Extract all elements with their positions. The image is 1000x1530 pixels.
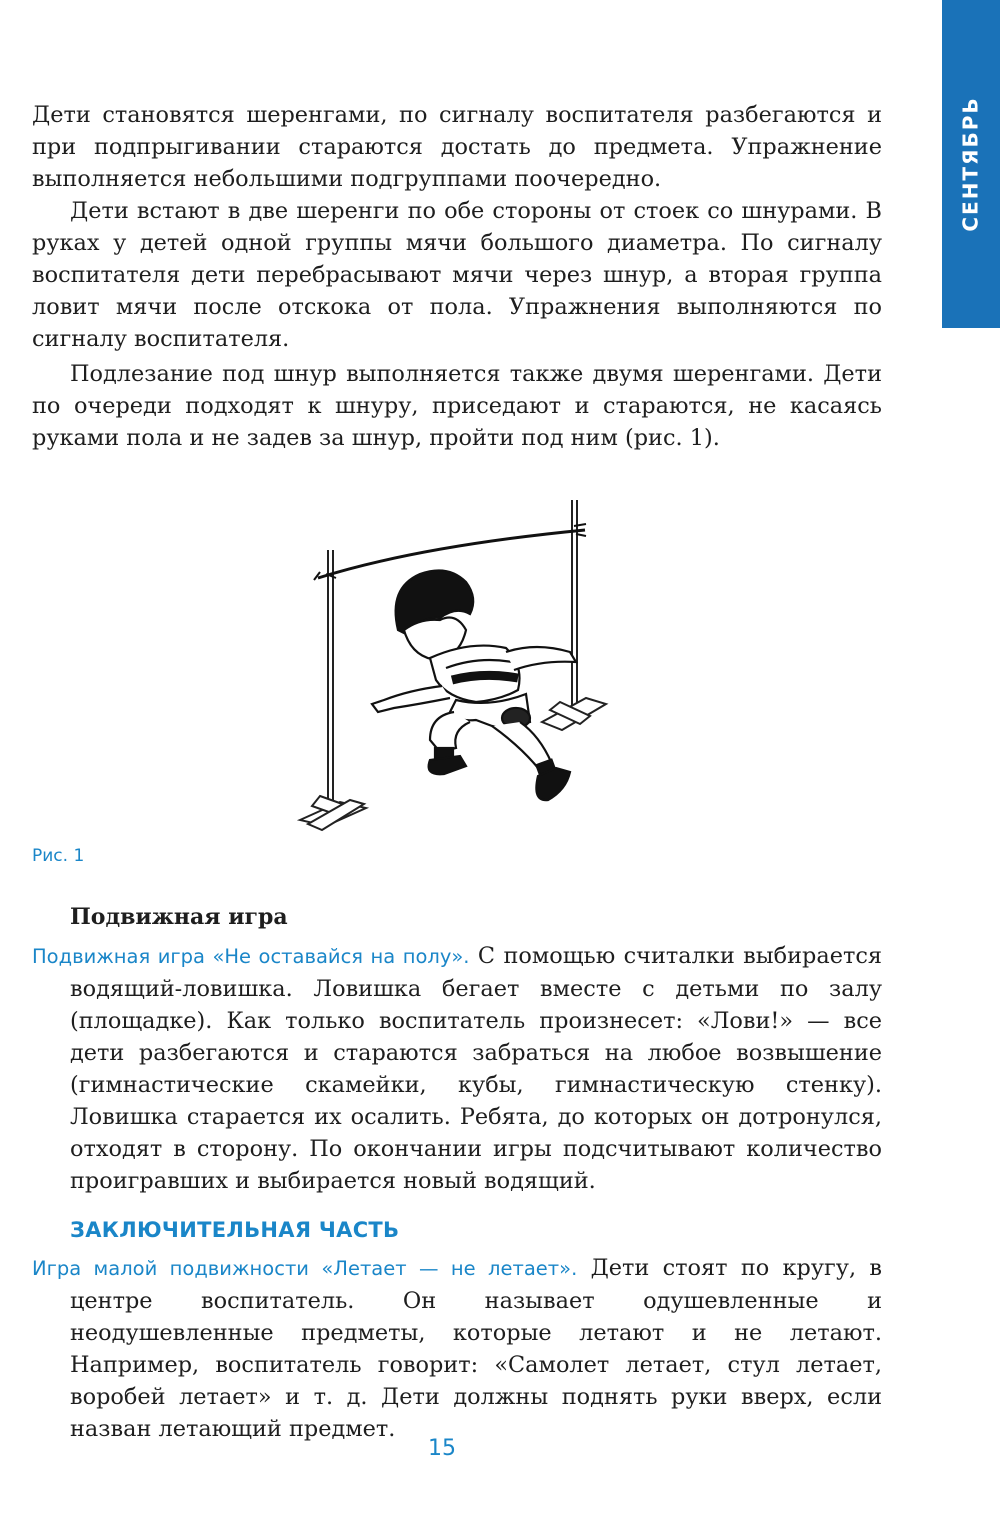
month-side-tab-label-wrap bbox=[942, 0, 1000, 328]
figure-child-crawling-under-rope bbox=[280, 490, 640, 845]
game-1-block bbox=[32, 940, 882, 1197]
game-2-block bbox=[32, 1252, 882, 1445]
figure-caption: Рис. 1 bbox=[32, 846, 85, 866]
subheading-mobile-game: Подвижная игра bbox=[70, 904, 288, 930]
game-2-text: Дети стоят по кругу, в центре воспитатель. Он называет одушевленные и неодушевленные предметы, которые летают и не летают. Например, воспитатель говорит: «Самолет летает, стул летает, воробей летает» и т. д. Дети должны поднять руки вверх, если назван летающий предмет. bbox=[70, 1255, 882, 1442]
rope-illustration bbox=[318, 530, 585, 578]
left-stand-illustration bbox=[300, 550, 366, 830]
game-1-title: Подвижная игра «Не оставайся на полу». bbox=[32, 945, 470, 968]
game-1-text: С помощью считалки выбирается водящий-ловишка. Ловишка бегает вместе с детьми по залу (площадке). Как только воспитатель произнесет: «Лови!» — все дети разбегаются и стараются забраться на любое возвышение (гимнастические скамейки, кубы, гимнастическую стенку). Ловишка старается их осалить. Ребята, до которых он дотронулся, отходят в сторону. По окончании игры подсчитывают количество проигравших и выбирается новый водящий. bbox=[70, 943, 882, 1194]
game-2-title: Игра малой подвижности «Летает — не летает». bbox=[32, 1257, 578, 1280]
paragraph-2: Дети встают в две шеренги по обе стороны от стоек со шнурами. В руках у детей одной группы мячи большого диаметра. По сигналу воспитателя дети перебрасывают мячи через шнур, а вторая группа ловит мячи после отскока от пола. Упражнения выполняются по сигналу воспитателя. bbox=[32, 198, 882, 352]
section-heading-final-part: ЗАКЛЮЧИТЕЛЬНАЯ ЧАСТЬ bbox=[70, 1218, 400, 1242]
month-side-tab-label: СЕНТЯБРЬ bbox=[959, 96, 983, 232]
paragraph-3: Подлезание под шнур выполняется также двумя шеренгами. Дети по очереди подходят к шнуру, приседают и стараются, не касаясь руками пола и не задев за шнур, пройти под ним (рис. 1). bbox=[32, 361, 882, 451]
page-number: 15 bbox=[428, 1436, 456, 1461]
child-illustration bbox=[372, 570, 576, 800]
paragraph-1: Дети становятся шеренгами, по сигналу воспитателя разбегаются и при подпрыгивании стараются достать до предмета. Упражнение выполняется небольшими подгруппами поочередно. bbox=[32, 102, 882, 192]
